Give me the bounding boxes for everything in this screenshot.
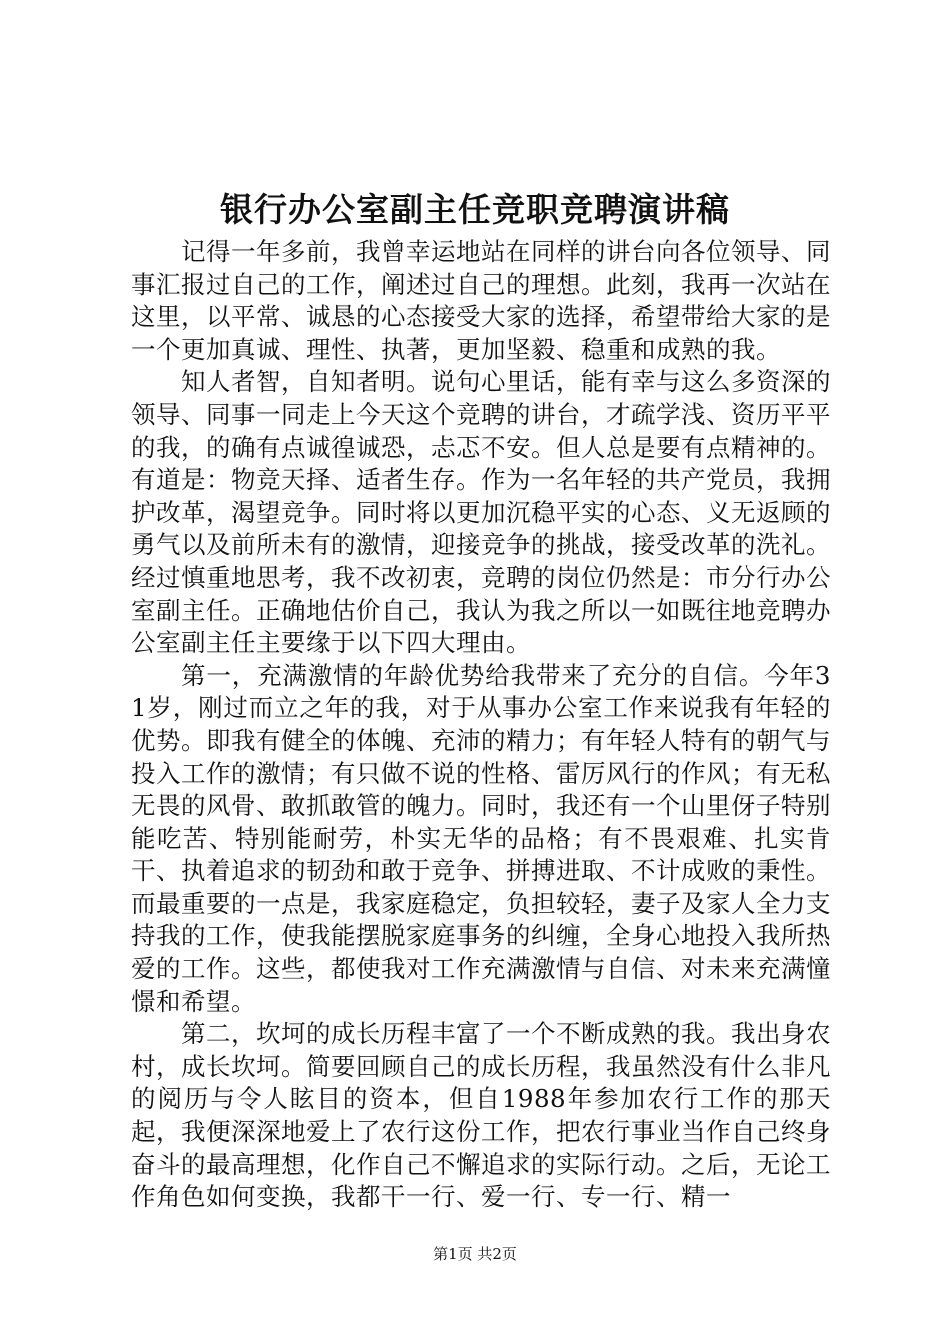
paragraph-2: 知人者智，自知者明。说句心里话，能有幸与这么多资深的领导、同事一同走上今天这个竞聘的讲台，才疏学浅、资历平平的我，的确有点诚徨诚恐，忐忑不安。但人总是要有点精神的。有道是：物竞天择、适者生存。作为一名年轻的共产党员，我拥护改革，渴望竞争。同时将以更加沉稳平实的心态、义无返顾的勇气以及前所未有的激情，迎接竞争的挑战，接受改革的洗礼。经过慎重地思考，我不改初衷，竞聘的岗位仍然是：市分行办公室副主任。正确地估价自己，我认为我之所以一如既往地竞聘办公室副主任主要缘于以下四大理由。	[131, 367, 831, 658]
paragraph-4: 第二，坎坷的成长历程丰富了一个不断成熟的我。我出身农村，成长坎坷。简要回顾自己的成长历程，我虽然没有什么非凡的阅历与令人眩目的资本，但自1988年参加农行工作的那天起，我便深深地爱上了农行这份工作，把农行事业当作自己终身奋斗的最高理想，化作自己不懈追求的实际行动。之后，无论工作角色如何变换，我都干一行、爱一行、专一行、精一	[131, 1019, 831, 1212]
page-number-footer: 第1页 共2页	[433, 1245, 517, 1263]
paragraph-3: 第一，充满激情的年龄优势给我带来了充分的自信。今年31岁，刚过而立之年的我，对于从事办公室工作来说我有年轻的优势。即我有健全的体魄、充沛的精力；有年轻人特有的朝气与投入工作的激情；有只做不说的性格、雷厉风行的作风；有无私无畏的风骨、敢抓敢管的魄力。同时，我还有一个山里伢子特别能吃苦、特别能耐劳，朴实无华的品格；有不畏艰难、扎实肯干、执着追求的韧劲和敢于竞争、拼搏进取、不计成败的秉性。而最重要的一点是，我家庭稳定，负担较轻，妻子及家人全力支持我的工作，使我能摆脱家庭事务的纠缠，全身心地投入我所热爱的工作。这些，都使我对工作充满激情与自信、对未来充满憧憬和希望。	[131, 660, 831, 1016]
document-title: 银行办公室副主任竞职竞聘演讲稿	[220, 190, 730, 229]
document-body	[131, 236, 831, 1214]
paragraph-1: 记得一年多前，我曾幸运地站在同样的讲台向各位领导、同事汇报过自己的工作，阐述过自己的理想。此刻，我再一次站在这里，以平常、诚恳的心态接受大家的选择，希望带给大家的是一个更加真诚、理性、执著，更加坚毅、稳重和成熟的我。	[131, 237, 831, 364]
